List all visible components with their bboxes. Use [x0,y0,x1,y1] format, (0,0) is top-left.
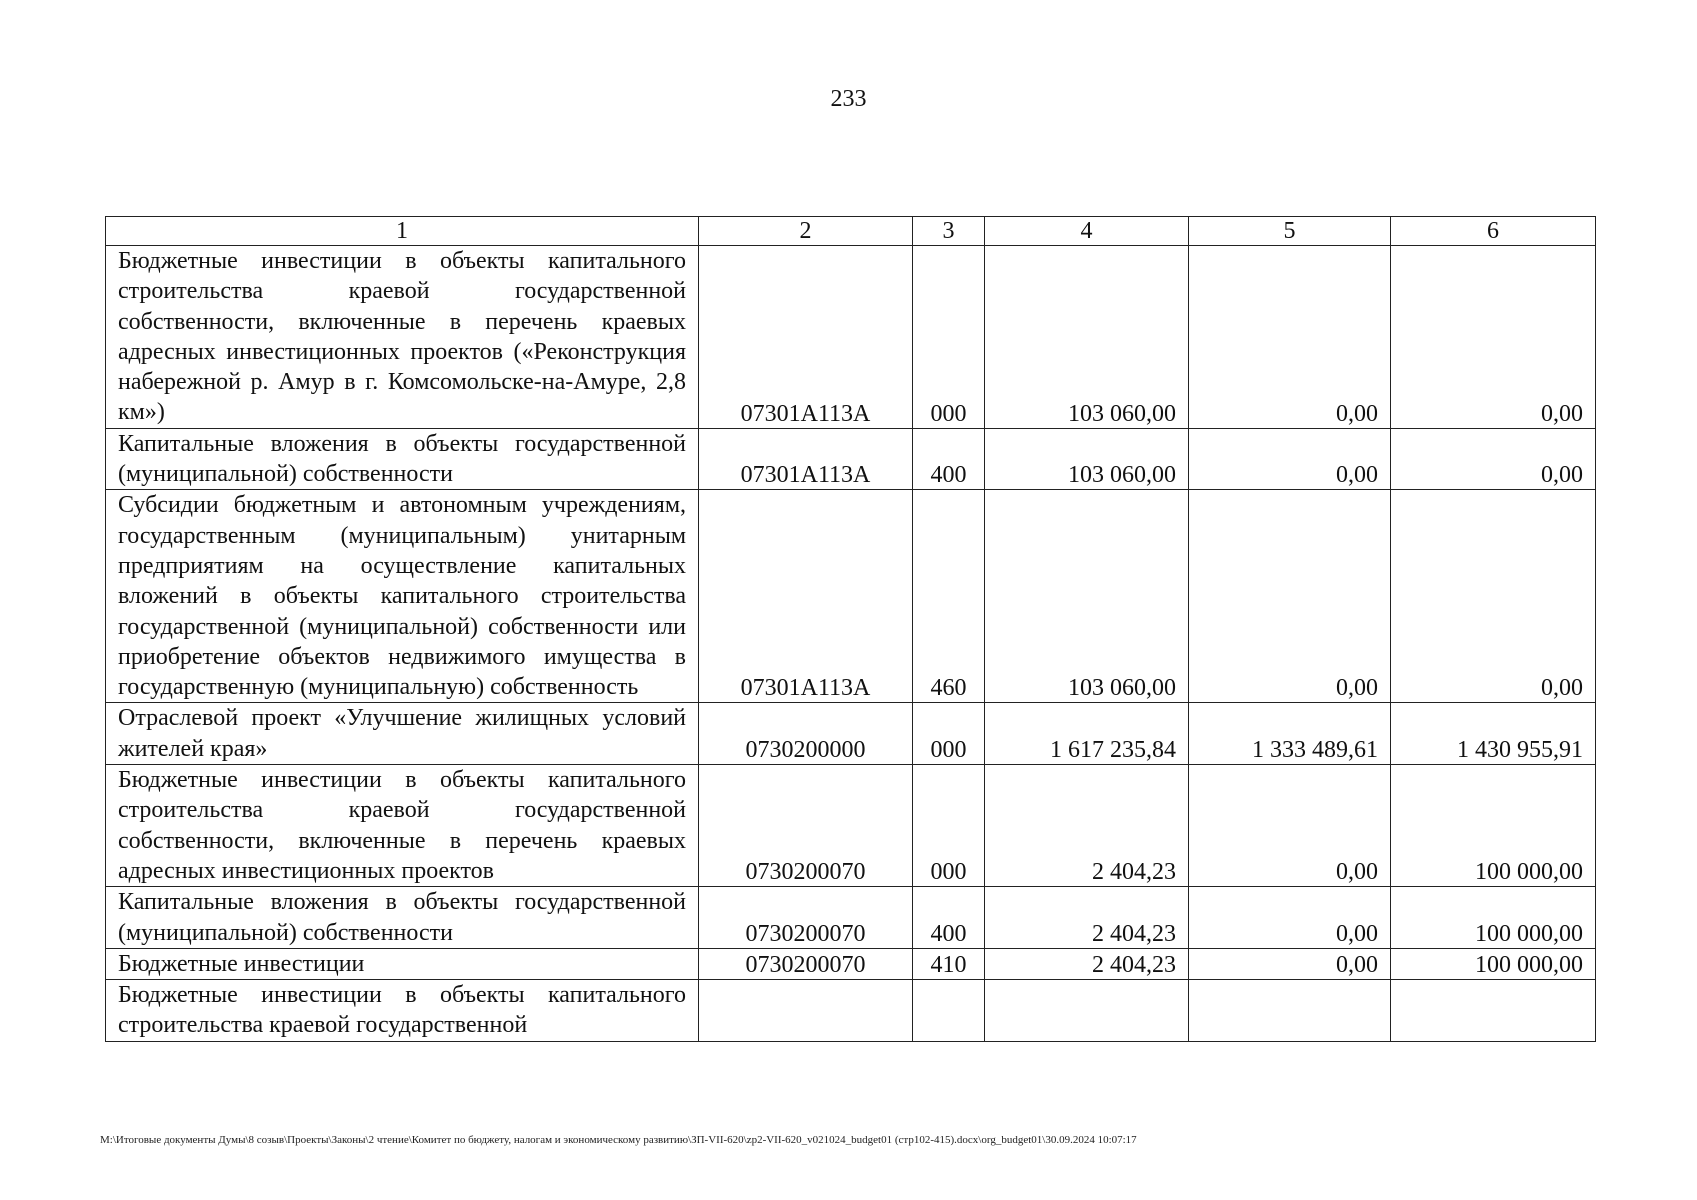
table-row [106,490,1596,703]
row-value-6: 0,00 [1391,490,1596,703]
row-code: 0730200070 [699,948,913,979]
table-row [106,980,1596,1042]
row-code: 07301А113А [699,428,913,490]
header-col-1: 1 [106,217,699,246]
row-expense-type: 000 [913,703,985,765]
row-value-5: 0,00 [1189,887,1391,949]
page-number: 233 [830,86,867,112]
row-code: 07301А113А [699,490,913,703]
row-code: 0730200000 [699,703,913,765]
row-value-4: 2 404,23 [985,765,1189,887]
row-value-6 [1391,980,1596,1042]
row-expense-type: 000 [913,765,985,887]
header-col-5: 5 [1189,217,1391,246]
row-value-5: 0,00 [1189,246,1391,429]
row-value-4 [985,980,1189,1042]
row-expense-type: 400 [913,887,985,949]
row-expense-type: 460 [913,490,985,703]
row-expense-type: 410 [913,948,985,979]
row-name: Бюджетные инвестиции в объекты капитального строительства краевой государственной собственности, включенные в перечень краевых адресных инвестиционных проектов («Реконструкция набережной р. Амур в г. Комсомольске-на-Амуре, 2,8 км») [106,246,699,429]
header-col-2: 2 [699,217,913,246]
row-name: Бюджетные инвестиции в объекты капитального строительства краевой государственной [106,980,699,1042]
row-name: Бюджетные инвестиции [106,948,699,979]
row-value-5: 1 333 489,61 [1189,703,1391,765]
table-header-row [106,217,1596,246]
row-code [699,980,913,1042]
row-expense-type [913,980,985,1042]
row-value-4: 103 060,00 [985,246,1189,429]
row-value-5: 0,00 [1189,428,1391,490]
row-name: Бюджетные инвестиции в объекты капитального строительства краевой государственной собственности, включенные в перечень краевых адресных инвестиционных проектов [106,765,699,887]
row-value-4: 103 060,00 [985,490,1189,703]
header-col-4: 4 [985,217,1189,246]
row-expense-type: 400 [913,428,985,490]
table-row [106,887,1596,949]
row-value-4: 1 617 235,84 [985,703,1189,765]
table-row [106,246,1596,429]
table-row [106,948,1596,979]
budget-table [105,216,1596,1042]
row-expense-type: 000 [913,246,985,429]
table-row [106,703,1596,765]
row-value-5: 0,00 [1189,490,1391,703]
row-value-5 [1189,980,1391,1042]
row-name: Субсидии бюджетным и автономным учреждениям, государственным (муниципальным) унитарным предприятиям на осуществление капитальных вложений в объекты капитального строительства государственной (муниципальной) собственности или приобретение объектов недвижимого имущества в государственную (муниципальную) собственность [106,490,699,703]
row-value-6: 100 000,00 [1391,765,1596,887]
row-code: 07301А113А [699,246,913,429]
table-row [106,428,1596,490]
header-col-3: 3 [913,217,985,246]
row-value-4: 103 060,00 [985,428,1189,490]
row-value-6: 100 000,00 [1391,948,1596,979]
row-value-6: 1 430 955,91 [1391,703,1596,765]
row-value-5: 0,00 [1189,948,1391,979]
row-name: Капитальные вложения в объекты государственной (муниципальной) собственности [106,887,699,949]
row-value-6: 0,00 [1391,246,1596,429]
row-value-4: 2 404,23 [985,887,1189,949]
row-code: 0730200070 [699,887,913,949]
document-path-footer: M:\Итоговые документы Думы\8 созыв\Проекты\Законы\2 чтение\Комитет по бюджету, налогам и экономическому развитию\ЗП-VII-620\zp2-VII-620_v021024_budget01 (стр102-415).docx\org_budget01\30.09.2024 10:07:17 [100,1134,1137,1146]
row-value-6: 0,00 [1391,428,1596,490]
row-value-5: 0,00 [1189,765,1391,887]
row-name: Отраслевой проект «Улучшение жилищных условий жителей края» [106,703,699,765]
row-value-4: 2 404,23 [985,948,1189,979]
header-col-6: 6 [1391,217,1596,246]
row-code: 0730200070 [699,765,913,887]
row-name: Капитальные вложения в объекты государственной (муниципальной) собственности [106,428,699,490]
table-row [106,765,1596,887]
row-value-6: 100 000,00 [1391,887,1596,949]
